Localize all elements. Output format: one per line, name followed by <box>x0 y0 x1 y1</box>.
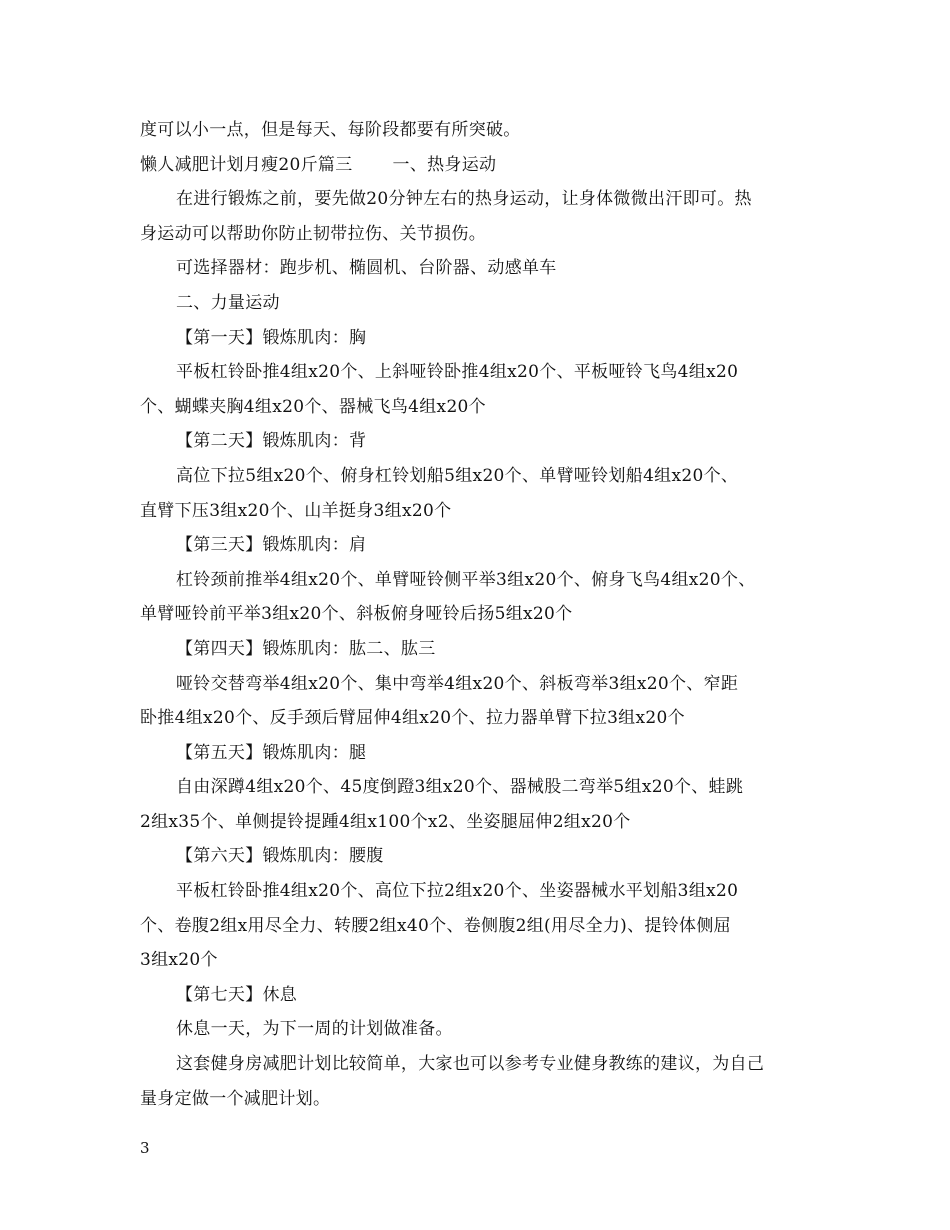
page-number: 3 <box>140 1139 150 1157</box>
day-heading: 【第五天】锻炼肌肉：腿 <box>176 742 367 763</box>
exercise-line: 平板杠铃卧推4组x20个、上斜哑铃卧推4组x20个、平板哑铃飞鸟4组x20 <box>176 362 739 383</box>
document-body <box>140 113 820 1116</box>
section-heading: 一、热身运动 <box>392 154 497 175</box>
paragraph-line: 休息一天，为下一周的计划做准备。 <box>176 1019 453 1040</box>
equipment-line: 可选择器材：跑步机、椭圆机、台阶器、动感单车 <box>176 258 557 279</box>
day-heading: 【第一天】锻炼肌肉：胸 <box>176 327 367 348</box>
exercise-line: 2组x35个、单侧提铃提踵4组x100个x2、坐姿腿屈伸2组x20个 <box>140 811 631 832</box>
exercise-line: 高位下拉5组x20个、俯身杠铃划船5组x20个、单臂哑铃划船4组x20个、 <box>176 465 739 486</box>
paragraph-line: 在进行锻炼之前，要先做20分钟左右的热身运动，让身体微微出汗即可。热 <box>176 189 752 210</box>
day-heading: 【第三天】锻炼肌肉：肩 <box>176 535 367 556</box>
day-heading: 【第二天】锻炼肌肉：背 <box>176 431 367 452</box>
day-heading: 【第四天】锻炼肌肉：肱二、肱三 <box>176 638 436 659</box>
exercise-line: 平板杠铃卧推4组x20个、高位下拉2组x20个、坐姿器械水平划船3组x20 <box>176 881 739 902</box>
exercise-line: 个、卷腹2组x用尽全力、转腰2组x40个、卷侧腹2组(用尽全力)、提铃体侧屈 <box>140 915 731 936</box>
exercise-line: 单臂哑铃前平举3组x20个、斜板俯身哑铃后扬5组x20个 <box>140 604 573 625</box>
paragraph-line: 度可以小一点，但是每天、每阶段都要有所突破。 <box>140 120 521 140</box>
exercise-line: 卧推4组x20个、反手颈后臂屈伸4组x20个、拉力器单臂下拉3组x20个 <box>140 708 685 729</box>
day-heading: 【第七天】休息 <box>176 984 298 1005</box>
article-title: 懒人减肥计划月瘦20斤篇三 <box>140 154 353 175</box>
exercise-line: 直臂下压3组x20个、山羊挺身3组x20个 <box>140 500 452 521</box>
paragraph-line: 这套健身房减肥计划比较简单，大家也可以参考专业健身教练的建议，为自己 <box>176 1054 765 1075</box>
section-heading: 二、力量运动 <box>176 292 280 313</box>
paragraph-line: 身运动可以帮助你防止韧带拉伤、关节损伤。 <box>140 223 486 244</box>
section-title-line <box>140 148 820 183</box>
exercise-line: 个、蝴蝶夹胸4组x20个、器械飞鸟4组x20个 <box>140 396 486 417</box>
exercise-line: 哑铃交替弯举4组x20个、集中弯举4组x20个、斜板弯举3组x20个、窄距 <box>176 673 739 694</box>
paragraph-line: 量身定做一个减肥计划。 <box>140 1088 331 1109</box>
day-heading: 【第六天】锻炼肌肉：腰腹 <box>176 846 384 867</box>
exercise-line: 3组x20个 <box>140 950 218 971</box>
exercise-line: 自由深蹲4组x20个、45度倒蹬3组x20个、器械股二弯举5组x20个、蛙跳 <box>176 777 744 798</box>
exercise-line: 杠铃颈前推举4组x20个、单臂哑铃侧平举3组x20个、俯身飞鸟4组x20个、 <box>176 569 756 590</box>
